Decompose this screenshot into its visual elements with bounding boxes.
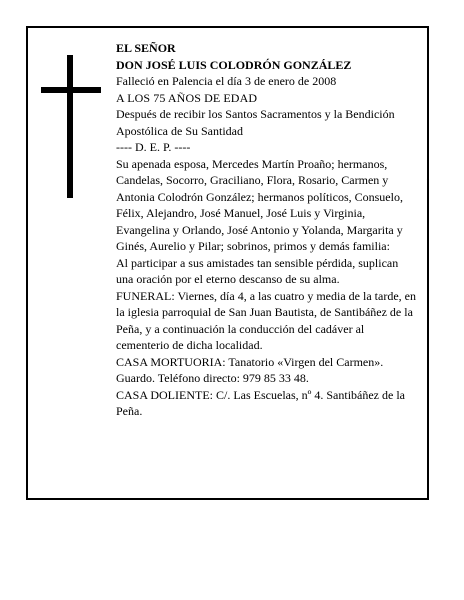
cross-horizontal-bar — [41, 87, 101, 93]
notice-title: EL SEÑOR — [116, 41, 176, 55]
deceased-name: DON JOSÉ LUIS COLODRÓN GONZÁLEZ — [116, 57, 352, 72]
mourning-house-paragraph: CASA DOLIENTE: C/. Las Escuelas, nº 4. Santibáñez de la Peña. — [116, 387, 405, 418]
age-line: A LOS 75 AÑOS DE EDAD — [116, 90, 258, 105]
obituary-notice-frame — [26, 26, 429, 500]
death-date-line: Falleció en Palencia el día 3 de enero de 2008 — [116, 74, 337, 88]
mortuary-paragraph: CASA MORTUORIA: Tanatorio «Virgen del Carmen». Guardo. Teléfono directo: 979 85 33 48. — [116, 354, 384, 385]
obituary-text-block — [116, 40, 416, 420]
funeral-paragraph: FUNERAL: Viernes, día 4, a las cuatro y media de la tarde, en la iglesia parroquial de San Juan Bautista, de Santibáñez de la Peña, y a continuación la conducción del cadáver al cementerio de dicha localidad. — [116, 288, 416, 352]
prayer-paragraph: Al participar a sus amistades tan sensible pérdida, suplican una oración por el eterno descanso de su alma. — [116, 255, 399, 286]
cross-vertical-bar — [67, 55, 73, 198]
rip-line: ---- D. E. P. ---- — [116, 140, 191, 154]
sacraments-line: Después de recibir los Santos Sacramentos y la Bendición Apostólica de Su Santidad — [116, 107, 395, 138]
latin-cross-icon — [41, 55, 101, 198]
family-paragraph: Su apenada esposa, Mercedes Martín Proaño; hermanos, Candelas, Socorro, Graciliano, Flora, Rosario, Carmen y Antonia Colodrón González; hermanos políticos, Consuelo, Félix, Alejandro, José Manuel, José Luis y Virginia, Evangelina y Orlando, José Antonio y Yolanda, Margarita y Ginés, Aurelio y Pilar; sobrinos, primos y demás familia: — [116, 156, 403, 253]
